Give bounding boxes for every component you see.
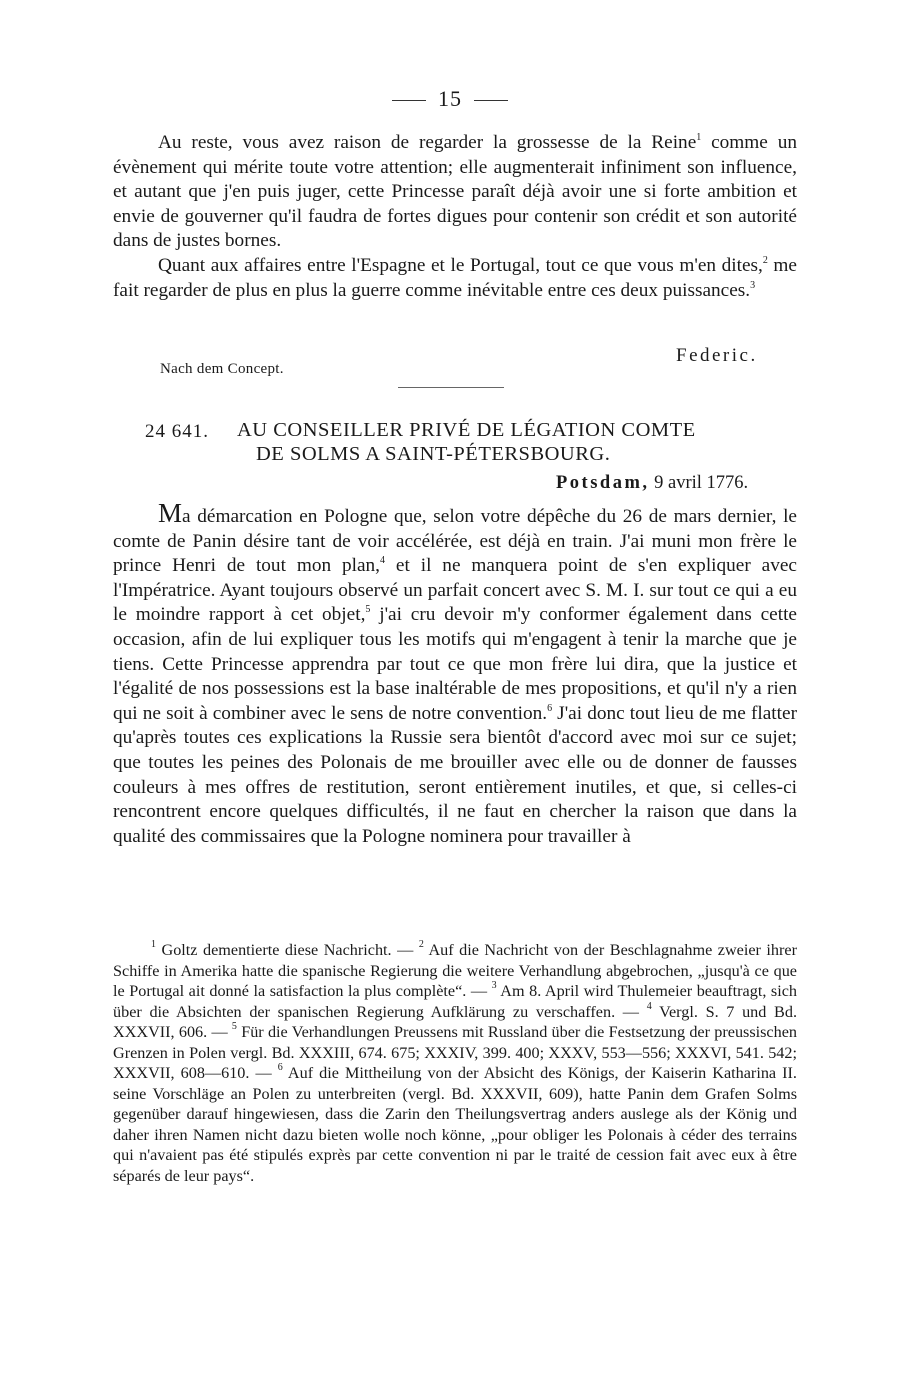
paragraph: Au reste, vous avez raison de regarder la grossesse de la Reine$^1$ comme un évènement qui mérite toute votre attention; elle augmenterait infiniment son influence, et autant que j'en puis juger, cette Princesse paraît déjà avoir une si forte ambition et envie de gouverner qu'il faudra de fortes digues pour contenir son crédit et son autorité dans de justes bornes. (113, 132, 797, 252)
page-number-dash-left (392, 100, 426, 101)
letter-addressee-line1: AU CONSEILLER PRIVÉ DE LÉGATION COMTE (237, 419, 696, 441)
previous-letter-body (113, 131, 797, 303)
section-divider (398, 387, 504, 388)
paragraph: Ma démarcation en Pologne que, selon votre dépêche du 26 de mars dernier, le comte de Panin désire tant de voir accélérée, est déjà en train. J'ai muni mon frère le prince Henri de tout mon plan,$^4$ et il ne manquera point de s'en expliquer avec l'Impératrice. Ayant toujours observé un parfait concert avec S. M. I. sur tout ce qui a eu le moindre rapport à cet objet,$^5$ j'ai cru devoir m'y conformer également dans cette occasion, afin de lui expliquer tous les motifs qui m'engagent à tenir la marche que je tiens. Cette Princesse apprendra par tout ce que mon frère lui dira, que la justice et l'égalité de nos possessions est la base inaltérable de mes propositions, et qu'il n'y a rien qui ne soit à combiner avec le sens de notre convention.$^6$ J'ai donc tout lieu de me flatter qu'après toutes ces explications la Russie sera bientôt d'accord avec moi sur ce sujet; que toutes les peines des Polonais de me brouiller avec elle ou de donner de fausses couleurs à mes offres de restitution, seront entièrement inutiles, et que, si celles-ci rencontrent encore quelques difficultés, il ne faut en chercher la raison que dans la qualité des commissaires que la Pologne nominera pour travailler à (113, 498, 797, 847)
source-note: Nach dem Concept. (160, 361, 284, 377)
letter-place: Potsdam, (556, 473, 650, 493)
drop-cap: M (158, 498, 183, 528)
paragraph: Quant aux affaires entre l'Espagne et le Portugal, tout ce que vous m'en dites,$^2$ me fait regarder de plus en plus la guerre comme inévitable entre ces deux puissances.$^3$ (113, 254, 797, 301)
footnote-block: $^1$ Goltz dementierte diese Nachricht. — $^2$ Auf die Nachricht von der Beschlagnahme zweier ihrer Schiffe in Amerika hatte die spanische Regierung die weitere Verhandlung abgebrochen, „jusqu'à ce que le Portugal ait donné la satisfaction la plus complète“. — $^3$ Am 8. April wird Thulemeier beauftragt, sich über die Absichten der spanischen Regierung Aufklärung zu verschaffen. — $^4$ Vergl. S. 7 und Bd. XXXVII, 606. — $^5$ Für die Verhandlungen Preussens mit Russland über die Festsetzung der preussischen Grenzen in Polen vergl. Bd. XXXIII, 674. 675; XXXIV, 399. 400; XXXV, 553—556; XXXVI, 541. 542; XXXVII, 608—610. — $^6$ Auf die Mittheilung von der Absicht des Königs, der Kaiserin Katharina II. seine Vorschläge an Polen zu unterbreiten (vergl. Bd. XXXVII, 609), hatte Panin dem Grafen Solms gegenüber darauf hingewiesen, dass die Zarin den Theilungsvertrag anders auslege als der König und daher ihren Namen nicht dazu bieten wolle noch könne, „pour obliger les Polonais à céder des terrains qui n'avaient pas été stipulés exprès par cette convention ni par le traité de cession fait avec eux à être séparés de leur pays“. (113, 939, 797, 1185)
letter-body (113, 498, 797, 849)
footnotes (113, 940, 797, 1186)
letter-number: 24 641. (145, 421, 209, 442)
page-number-dash-right (474, 100, 508, 101)
signature: Federic. (676, 345, 758, 366)
page-number: 15 (0, 86, 900, 112)
letter-addressee-line2: DE SOLMS A SAINT-PÉTERSBOURG. (256, 443, 611, 465)
letter-dateline (556, 473, 748, 494)
letter-date: 9 avril 1776. (654, 473, 749, 493)
